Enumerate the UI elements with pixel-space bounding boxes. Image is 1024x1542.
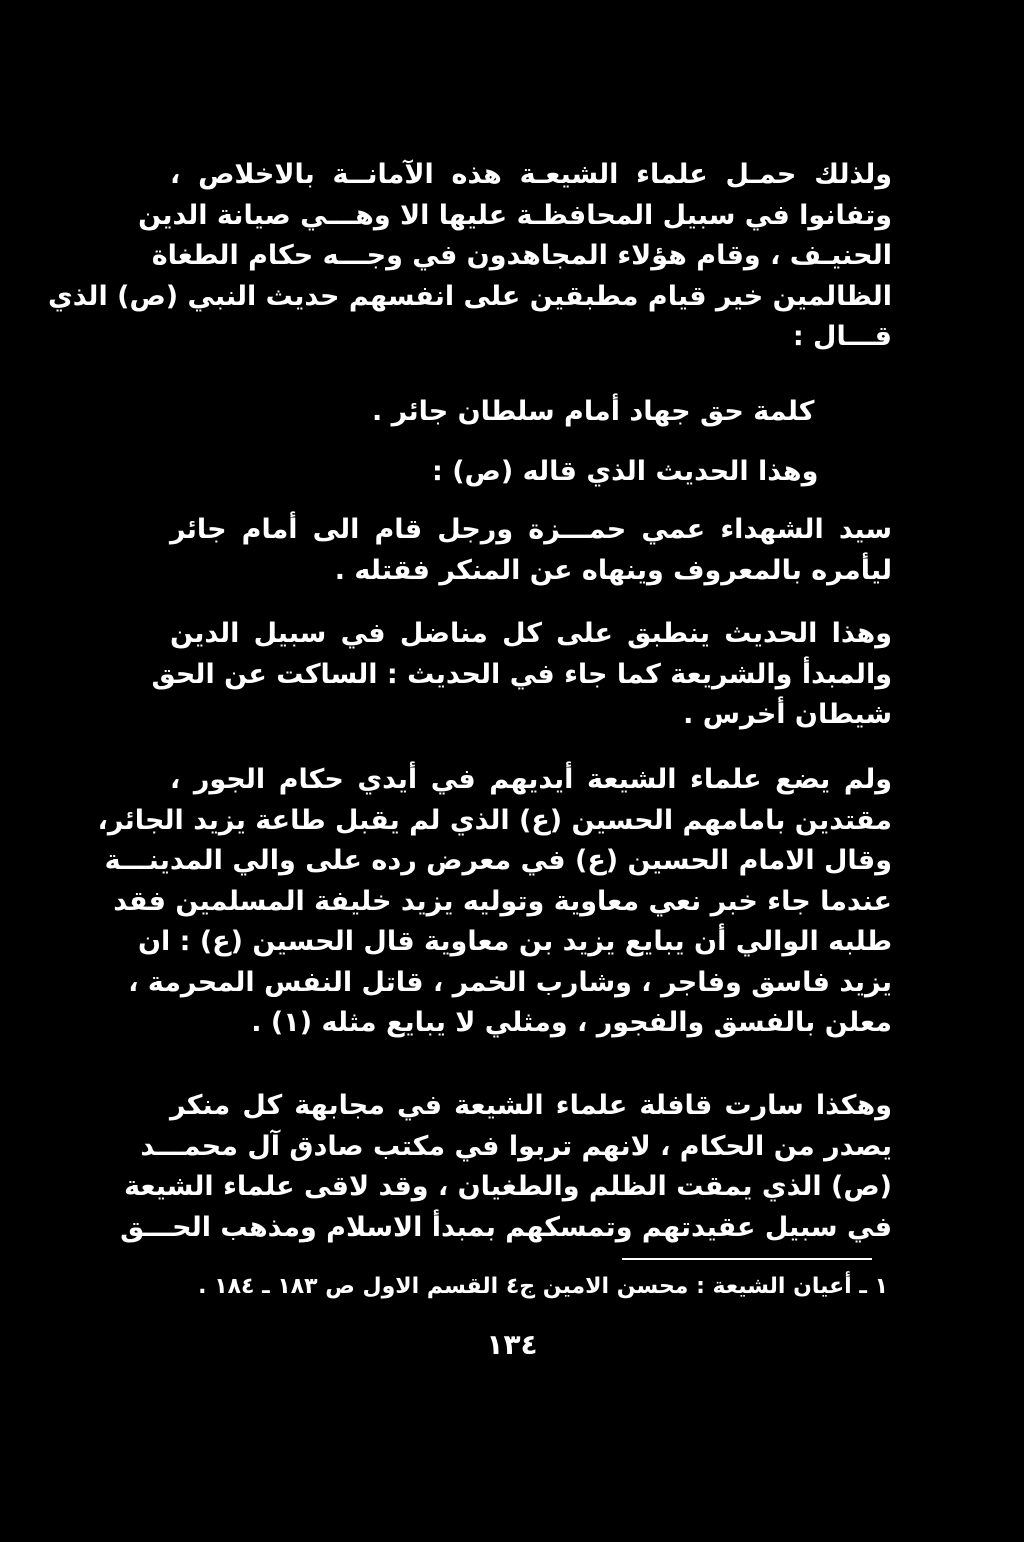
text-line: عندما جاء خبر نعي معاوية وتوليه يزيد خليفة المسلمين فقد [113, 885, 892, 917]
page-number: ١٣٤ [486, 1328, 538, 1361]
text-line: شيطان أخرس . [683, 699, 892, 730]
footnote: ١ ـ أعيان الشيعة : محسن الامين ج٤ القسم الاول ص ١٨٣ ـ ١٨٤ . [198, 1274, 888, 1299]
text-line: سيد الشهداء عمي حمـــزة ورجل قام الى أمام جائر [170, 514, 892, 545]
text-line: ولذلك حمـل علماء الشيعـة هذه الآمانــة بالاخلاص ، [170, 159, 892, 190]
text-line: الظالمين خير قيام مطبقين على انفسهم حديث النبي (ص) الذي [47, 280, 892, 312]
quoted-hadith-1 [372, 392, 814, 433]
text-line: كلمة حق جهاد أمام سلطان جائر . [372, 396, 815, 427]
paragraph-3 [97, 760, 892, 1044]
text-line: ليأمره بالمعروف وينهاه عن المنكر فقتله . [334, 554, 892, 586]
footnote-divider [622, 1258, 872, 1260]
text-line: وهكذا سارت قافلة علماء الشيعة في مجابهة كل منكر [170, 1090, 892, 1121]
text-line: في سبيل عقيدتهم وتمسكهم بمبدأ الاسلام ومذهب الحـــق [120, 1211, 892, 1243]
text-line: الحنيـف ، وقام هؤلاء المجاهدون في وجـــه حكام الطغاة [151, 240, 892, 271]
text-line: (ص) الذي يمقت الظلم والطغيان ، وقد لاقى علماء الشيعة [124, 1171, 892, 1202]
text-line: يصدر من الحكام ، لانهم تربوا في مكتب صادق آل محمـــد [140, 1130, 892, 1162]
text-line: وهذا الحديث الذي قاله (ص) : [432, 456, 819, 487]
text-line: مقتدين بامامهم الحسين (ع) الذي لم يقبل طاعة يزيد الجائر، [97, 804, 892, 836]
quoted-hadith-2 [170, 510, 892, 591]
text-line: معلن بالفسق والفجور ، ومثلي لا يبايع مثله (١) . [251, 1007, 892, 1038]
paragraph-2 [151, 614, 892, 736]
text-line: قـــال : [792, 321, 892, 352]
text-line: ولم يضع علماء الشيعة أيديهم في أيدي حكام الجور ، [170, 764, 892, 795]
text-line: وقال الامام الحسين (ع) في معرض رده على والي المدينـــة [104, 845, 892, 876]
paragraph-1 [47, 155, 892, 358]
hadith-intro [432, 452, 818, 493]
text-line: طلبه الوالي أن يبايع يزيد بن معاوية قال الحسين (ع) : ان [137, 926, 892, 957]
paragraph-4 [120, 1086, 892, 1248]
text-line: يزيد فاسق وفاجر ، وشارب الخمر ، قاتل النفس المحرمة ، [128, 966, 892, 998]
text-line: والمبدأ والشريعة كما جاء في الحديث : الساكت عن الحق [151, 658, 892, 690]
text-line: وتفانوا في سبيل المحافظـة عليها الا وهـــي صيانة الدين [138, 199, 892, 231]
text-line: وهذا الحديث ينطبق على كل مناضل في سبيل الدين [170, 618, 892, 649]
